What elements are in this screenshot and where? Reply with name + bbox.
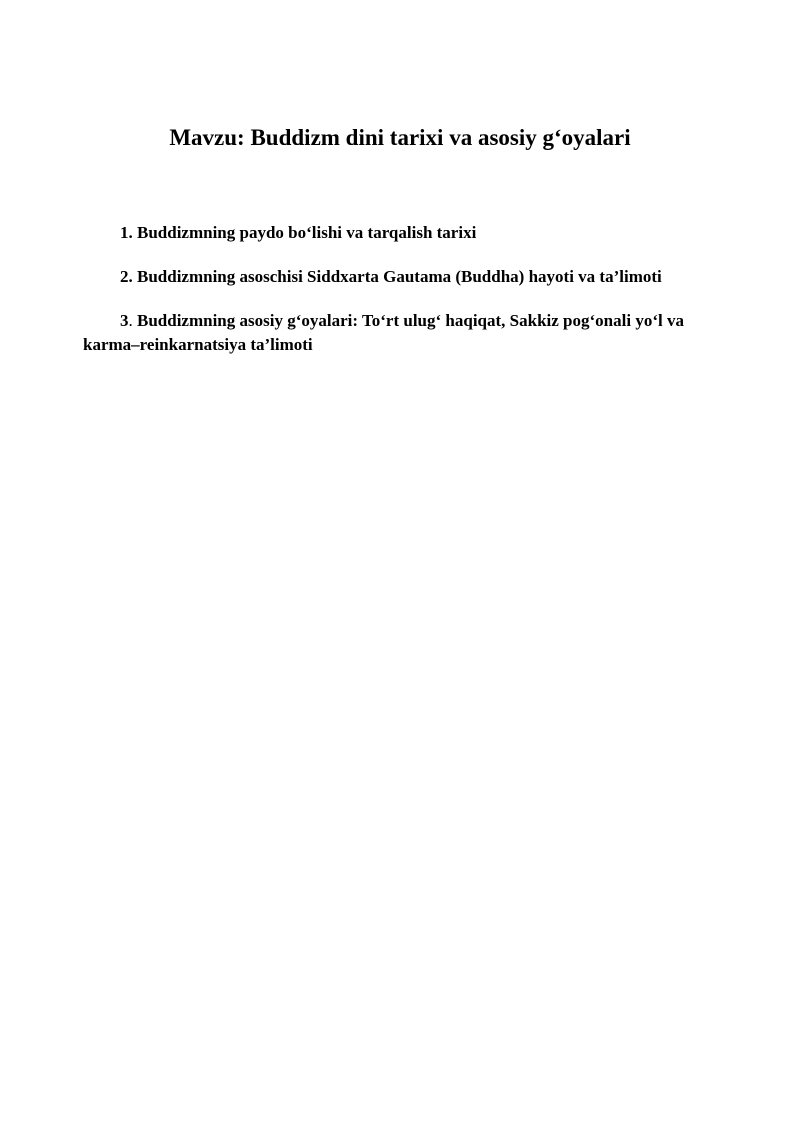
outline-item-number: 2. <box>120 267 133 286</box>
outline-item-1 <box>83 221 708 245</box>
outline-item-number: 3 <box>120 311 129 330</box>
outline-item-3 <box>83 309 708 357</box>
page-title: Mavzu: Buddizm dini tarixi va asosiy g‘oyalari <box>169 125 631 150</box>
outline-item-text: Buddizmning paydo bo‘lishi va tarqalish tarixi <box>137 223 477 242</box>
outline-item-number: 1. <box>120 223 133 242</box>
outline-item-text: Buddizmning asoschisi Siddxarta Gautama (Buddha) hayoti va ta’limoti <box>137 267 662 286</box>
outline-item-text: Buddizmning asosiy g‘oyalari: To‘rt ulug‘ haqiqat, Sakkiz pog‘onali yo‘l va karma–reinkarnatsiya ta’limoti <box>83 311 684 354</box>
outline-item-separator: . <box>128 311 133 330</box>
topic-outline <box>83 221 708 377</box>
outline-item-2 <box>83 265 708 289</box>
